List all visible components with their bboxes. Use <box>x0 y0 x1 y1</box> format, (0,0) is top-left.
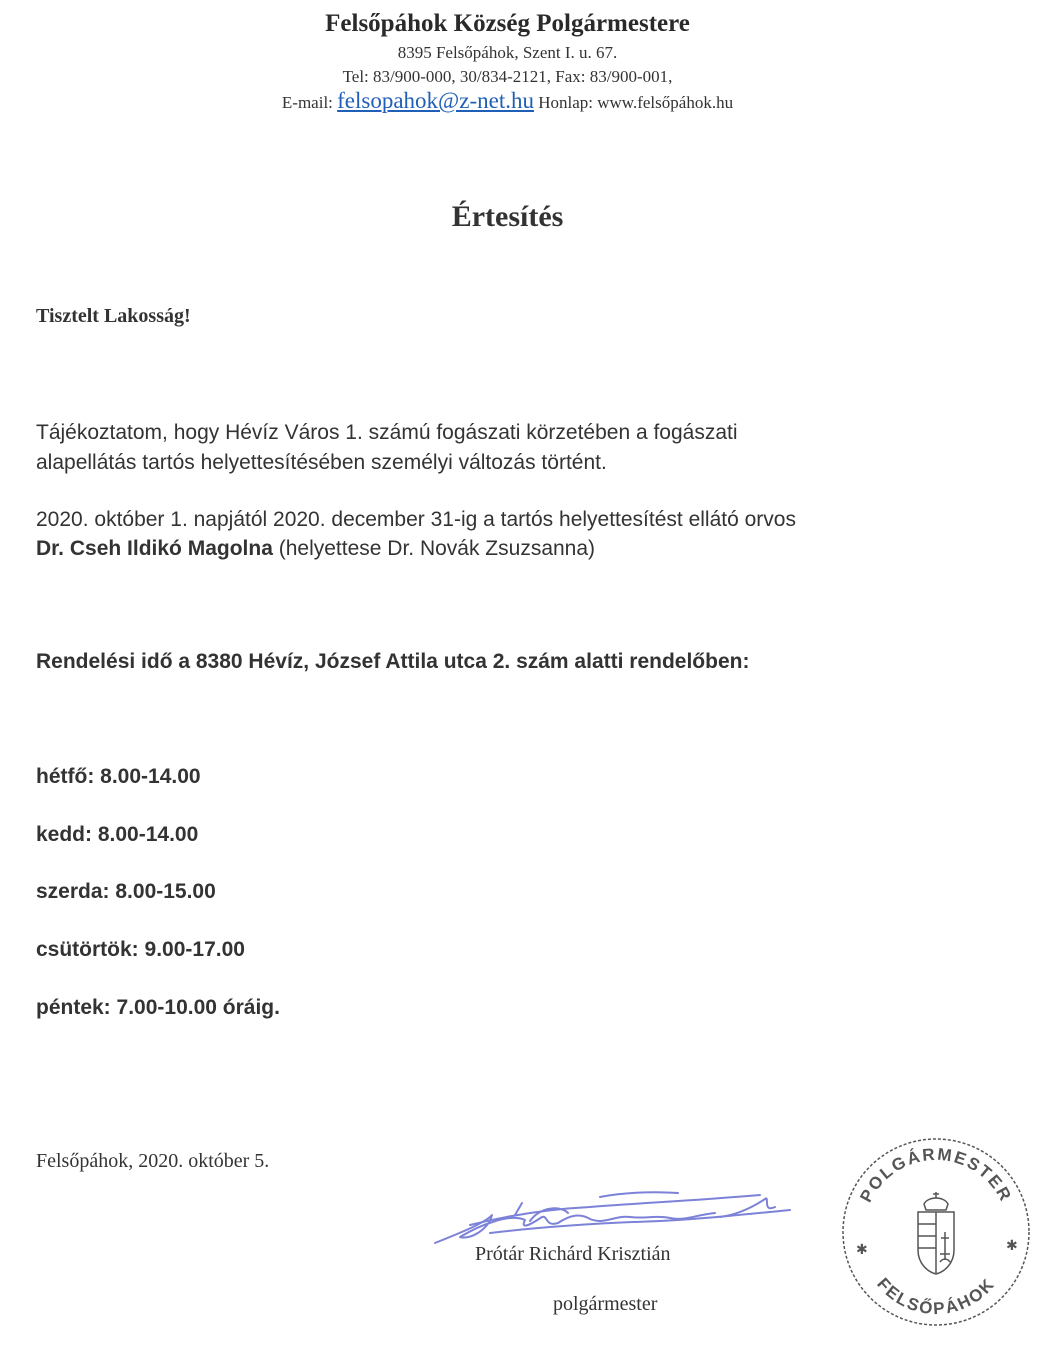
paragraph-2-line-2 <box>36 537 595 561</box>
place-and-date: Felsőpáhok, 2020. október 5. <box>36 1150 270 1172</box>
letterhead-address: 8395 Felsőpáhok, Szent I. u. 67. <box>397 43 618 62</box>
document-title: Értesítés <box>451 200 564 233</box>
schedule-day: csütörtök: <box>36 938 139 961</box>
signer-role: polgármester <box>553 1293 658 1315</box>
salutation: Tisztelt Lakosság! <box>36 305 191 327</box>
schedule-hours: 9.00-17.00 <box>144 938 245 961</box>
paragraph-2-line-1: 2020. október 1. napjától 2020. december 31-ig a tartós helyettesítést ellátó orvos <box>36 508 796 531</box>
schedule-row <box>36 996 280 1020</box>
web-label: Honlap: <box>538 93 593 112</box>
schedule-row <box>36 938 245 962</box>
schedule-day: szerda: <box>36 880 110 903</box>
web-address: www.felsőpáhok.hu <box>597 93 734 112</box>
paragraph-1-line-1: Tájékoztatom, hogy Hévíz Város 1. számú fogászati körzetében a fogászati <box>36 421 738 444</box>
schedule-day: péntek: <box>36 996 111 1019</box>
svg-text:✱: ✱ <box>856 1243 868 1258</box>
stamp-bottom-text: FELSŐPÁHOK <box>873 1274 999 1319</box>
schedule-hours: 8.00-14.00 <box>100 765 201 788</box>
paragraph-1-line-2: alapellátás tartós helyettesítésében személyi változás történt. <box>36 451 607 474</box>
schedule-day: kedd: <box>36 823 93 846</box>
email-link[interactable]: felsopahok@z-net.hu <box>337 88 534 113</box>
schedule-hours: 7.00-10.00 óráig. <box>116 996 280 1019</box>
letterhead-contact-line <box>0 88 1015 114</box>
doctor-name: Dr. Cseh Ildikó Magolna <box>36 537 273 560</box>
schedule-row <box>36 823 198 847</box>
letterhead-phone: Tel: 83/900-000, 30/834-2121, Fax: 83/900-001, <box>342 67 673 86</box>
schedule-row <box>36 765 201 789</box>
schedule-hours: 8.00-15.00 <box>115 880 216 903</box>
schedule-hours: 8.00-14.00 <box>97 823 199 846</box>
svg-text:FELSŐPÁHOK <box>873 1274 999 1318</box>
schedule-day: hétfő: <box>36 765 95 788</box>
coat-of-arms-icon <box>918 1192 954 1274</box>
stamp-top-text: POLGÁRMESTER <box>856 1144 1016 1206</box>
signer-name: Prótár Richárd Krisztián <box>475 1243 671 1265</box>
doctor-deputy: (helyettese Dr. Novák Zsuzsanna) <box>272 537 596 560</box>
email-label: E-mail: <box>281 93 333 112</box>
office-hours-heading: Rendelési idő a 8380 Hévíz, József Attila utca 2. szám alatti rendelőben: <box>36 650 750 673</box>
svg-text:✱: ✱ <box>1006 1239 1018 1254</box>
official-stamp <box>836 1132 1036 1332</box>
schedule-row <box>36 880 216 904</box>
letterhead-title: Felsőpáhok Község Polgármestere <box>325 10 690 37</box>
